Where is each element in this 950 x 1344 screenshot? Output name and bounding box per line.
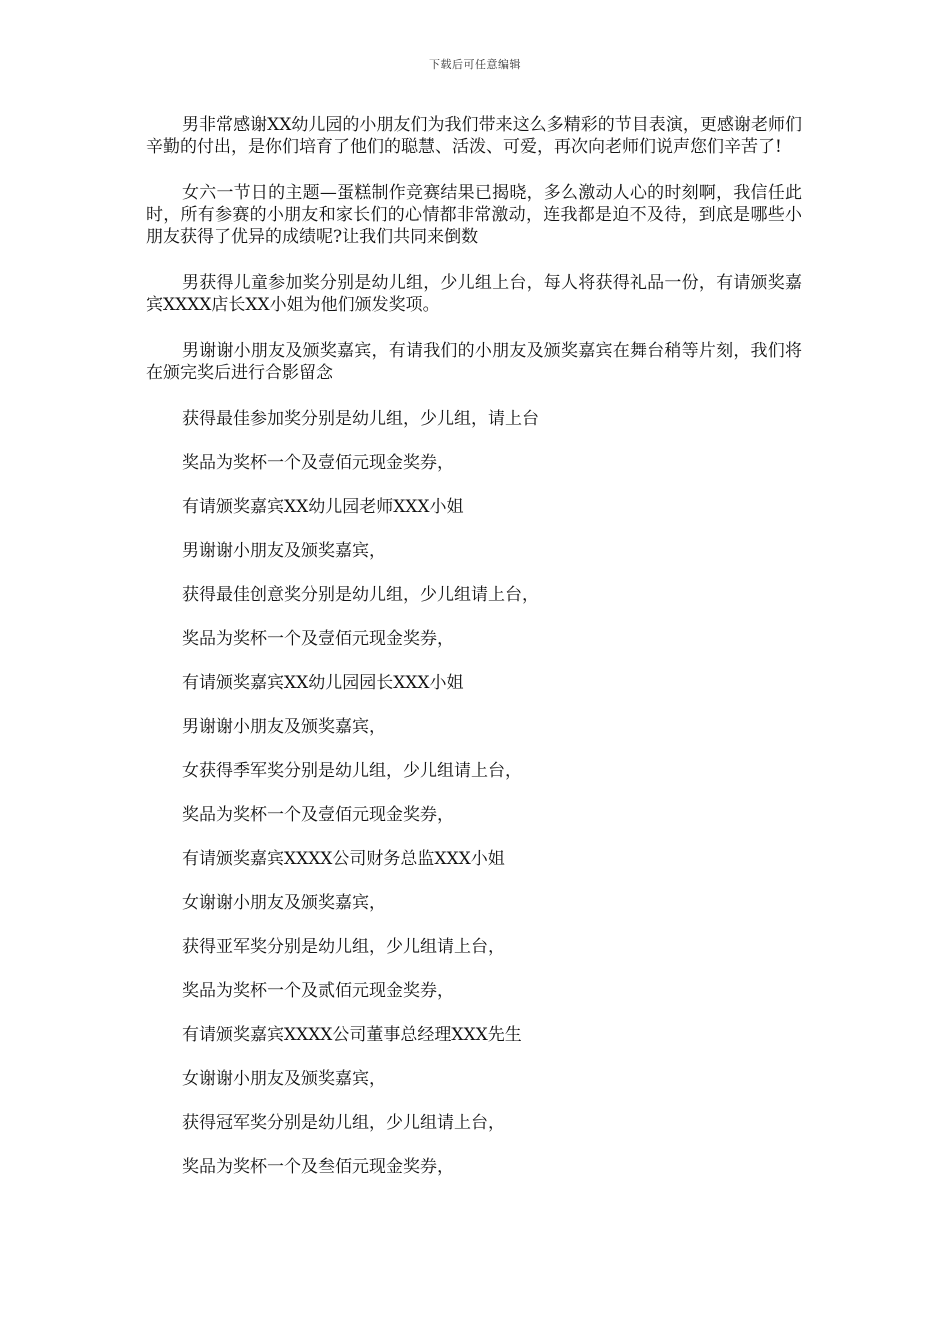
paragraph: 女六一节日的主题—蛋糕制作竞赛结果已揭晓，多么激动人心的时刻啊，我信任此时，所有参赛的小朋友和家长们的心情都非常激动，连我都是迫不及待，到底是哪些小朋友获得了优异的成绩呢?让我们共同来倒数 [146, 183, 802, 247]
paragraph: 男非常感谢XX幼儿园的小朋友们为我们带来这么多精彩的节目表演，更感谢老师们辛勤的付出，是你们培育了他们的聪慧、活泼、可爱，再次向老师们说声您们辛苦了! [146, 115, 802, 157]
paragraph: 女谢谢小朋友及颁奖嘉宾， [182, 893, 386, 913]
paragraph: 女谢谢小朋友及颁奖嘉宾， [182, 1069, 386, 1089]
document-body [146, 114, 802, 1200]
paragraph: 有请颁奖嘉宾XX幼儿园老师XXX小姐 [182, 497, 464, 517]
page-header: 下载后可任意编辑 [429, 58, 521, 71]
paragraph: 有请颁奖嘉宾XXXX公司财务总监XXX小姐 [182, 849, 505, 869]
paragraph: 奖品为奖杯一个及叁佰元现金奖券， [182, 1157, 454, 1177]
paragraph: 获得最佳创意奖分别是幼儿组，少儿组请上台， [182, 585, 539, 605]
paragraph: 奖品为奖杯一个及壹佰元现金奖券， [182, 453, 454, 473]
paragraph: 男谢谢小朋友及颁奖嘉宾，有请我们的小朋友及颁奖嘉宾在舞台稍等片刻，我们将在颁完奖后进行合影留念 [146, 341, 802, 383]
paragraph: 男谢谢小朋友及颁奖嘉宾， [182, 717, 386, 737]
paragraph: 男谢谢小朋友及颁奖嘉宾， [182, 541, 386, 561]
paragraph: 奖品为奖杯一个及贰佰元现金奖券， [182, 981, 454, 1001]
paragraph: 有请颁奖嘉宾XXXX公司董事总经理XXX先生 [182, 1025, 522, 1045]
paragraph: 女获得季军奖分别是幼儿组，少儿组请上台， [182, 761, 522, 781]
paragraph: 有请颁奖嘉宾XX幼儿园园长XXX小姐 [182, 673, 464, 693]
paragraph: 男获得儿童参加奖分别是幼儿组，少儿组上台，每人将获得礼品一份，有请颁奖嘉宾XXXX店长XX小姐为他们颁发奖项。 [146, 273, 802, 315]
paragraph: 获得冠军奖分别是幼儿组，少儿组请上台， [182, 1113, 505, 1133]
paragraph: 奖品为奖杯一个及壹佰元现金奖券， [182, 805, 454, 825]
paragraph: 奖品为奖杯一个及壹佰元现金奖券， [182, 629, 454, 649]
paragraph: 获得亚军奖分别是幼儿组，少儿组请上台， [182, 937, 505, 957]
paragraph: 获得最佳参加奖分别是幼儿组，少儿组，请上台 [182, 409, 539, 429]
